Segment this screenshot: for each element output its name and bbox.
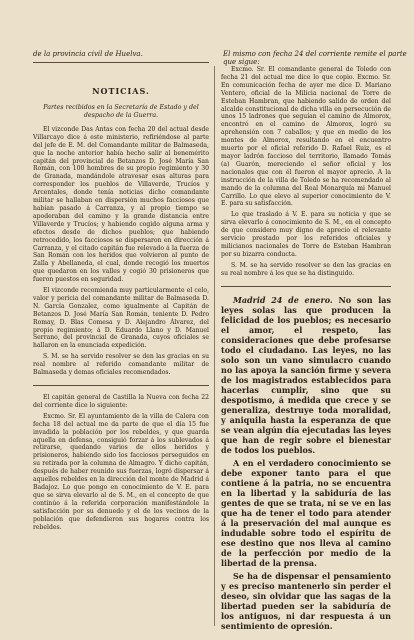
section-separator bbox=[33, 385, 209, 386]
header-left: de la provincia civil de Huelva. bbox=[33, 50, 143, 58]
paragraph: Lo que traslado á V. E. para su noticia y que se sirva elevarlo á conocimiento de S. M., en el concepto de que considero muy digno de aprecio el relevante servicio prestado por los referidos oficiales y milicianos nacionales de Torre de Esteban Hambran por su bizarra conducta. bbox=[221, 211, 391, 258]
paragraph: El vizconde recomienda muy particularmente el celo, valor y pericia del comandante militar de Balmaseda D. N. García Gonzalez, como igualmente al Capitán de Betanzos D. José María San Román, teniente D. Pedro Romay, D. Blas Comesa y D. Alejandro Álvarez, del propio regimiento; á D. Eduardo Llano y D. Manuel Serrano, del provincial de Granada, cuyos oficiales se hallaron en la enunciada expedición. bbox=[33, 287, 209, 350]
paragraph: S. M. se ha servido resolver se den las gracias en su real nombre al referido comandante militar de Balmaseda y demas oficiales recomendados. bbox=[33, 353, 209, 377]
paragraph: S. M. se ha servido resolver se den las gracias en su real nombre á los que se ha distinguido. bbox=[221, 261, 391, 277]
section-title: NOTICIAS. bbox=[92, 86, 150, 96]
paragraph: Excmo. Sr. El comandante general de Toledo con fecha 21 del actual me dice lo que copio. Excmo. Sr. En comunicación fecha de ayer me dice D. Mariano Ventero, oficial de la Milicia nacional de Torre de Esteban Hambran, que habiendo salido de orden del alcalde constitucional de dicha villa en persecución de unos 15 ladrones que seguían el camino de Almorox, encontró en el camino de Almorox, logró su aprehensión con 7 caballos; y que en medio de los montes de Almorox, resultando en el encuentro muerto por el oficial referido D. Rafael Ruiz, es el mayor ladrón faccioso del territorio, llamado Tomás (a) Guarón, mereciendo el señor oficial y los nacionales que con él fueron el mayor aprecio. A la instrucción de la villa de Toledo se ha recomendado al mando de la columna del Real Monarquía mi Manuel Carrillo. Lo que elevo al superior conocimiento de V. E. para su satisfacción. bbox=[221, 66, 391, 208]
editorial-paragraph: A en el verdadero conocimiento se debe exponer tanto para el que contiene á la patria, no se encuentra en la libertad y la sabiduría de las gentes de que se trata, ni se ve en las que ha de tener el todo para atender á la preservación del mal aunque es indudable sobre todo el espíritu de ese destino que nos lleva al camino de la perfección por medio de la libertad de la prensa. bbox=[221, 457, 391, 568]
dateline: Madrid 24 de enero. bbox=[233, 294, 333, 305]
paragraph: El vizconde Das Antas con fecha 20 del actual desde Villarcayo dice á este ministerio, refiriéndose al parte del jefe de E. M. del Comandante militar de Balmaseda, que la noche anterior había hecho salir al benemérito capitán del provincial de Betanzos D. José María San Román, con 100 hombres de su propio regimiento y 30 de Granada, mandándole atravesar esas alturas para corresponder los pueblos de Villaverde, Trucíos y Arcentales, donde tenía noticias dicho comandante militar se hallaban en dispersión muchos facciosos que habían pasado á Carranza, y al propio tiempo se apoderaban del camino y la grande distancia entre Villaverde y Trucíos; y habiendo cogido alguna arma y efectos desde de dichos pueblos; que habiendo retrocedido, los facciosos se dispersaron en dirección á Carranza, y el citado capitán fue relevado á la fuerza de San Román con los heridos que volvieron al punto de Zalla y Abellaneda, el cual, donde recogió los muertos que quedaron en los valles y cogió 30 prisioneros que fueron puestos en seguridad. bbox=[33, 125, 209, 284]
column-divider bbox=[214, 66, 215, 626]
header-right: El mismo con fecha 24 del corriente remite el parte que sigue: bbox=[223, 50, 407, 66]
section-subtitle: Partes recibidos en la Secretaría de Estado y del despacho de la Guerra. bbox=[43, 103, 199, 119]
editorial-paragraph: Se ha de dispensar el pensamiento y es preciso mantenerlo sin perder el deseo, sin olvidar que las sagas de la libertad pueden ser la sabiduría de los antiguos, ni dar respuesta á un sentimiento de opresión. bbox=[221, 570, 391, 631]
right-column bbox=[221, 66, 391, 634]
editorial-text: No son las leyes solas las que producen la felicidad de los pueblos; es necesario el amor, el respeto, las consideraciones que debe profesarse todo el ciudadano. Las leyes, no las solo son un vano simulacro cuando no las apoya la sanción firme y severa de los magistrados establecidos para hacerlas cumplir, sino que su despotismo, á medida que crece y se generaliza, destruye toda moralidad, y aniquila hasta la esperanza de que se vean algún día ejecutadas las leyes que han de regir sobre el bienestar de todos los pueblos. bbox=[221, 294, 391, 455]
paragraph: El capitán general de Castilla la Nueva con fecha 22 del corriente dice lo siguiente: bbox=[33, 394, 209, 409]
editorial-block bbox=[221, 295, 391, 631]
section-separator bbox=[221, 286, 391, 287]
left-column bbox=[33, 78, 209, 534]
header-rule-left bbox=[33, 62, 209, 63]
paragraph: Excmo. Sr. El ayuntamiento de la villa de Calera con fecha 18 del actual me da parte de que el día 15 fue invadida la población por los rebeldes, y que guarda aquella en defensa, consiguió forzar á los sublevados á retirarse, quedando varios de ellos heridos y prisioneros, habiendo sido los facciosos perseguidos en su retirada por la columna de Almagro. Y dicho capitán, después de haber reunido sus fuerzas, logró dispersar á aquellos rebeldes en la dirección del monte de Madrid á Badajoz. Lo que pongo en conocimiento de V. E. para que se sirva elevarlo al de S. M., en el concepto de que continúo á la referida corporación manifestándole la satisfacción por su denuedo y el de los vecinos de la población que defendieron sus hogares contra los rebeldes. bbox=[33, 412, 209, 531]
